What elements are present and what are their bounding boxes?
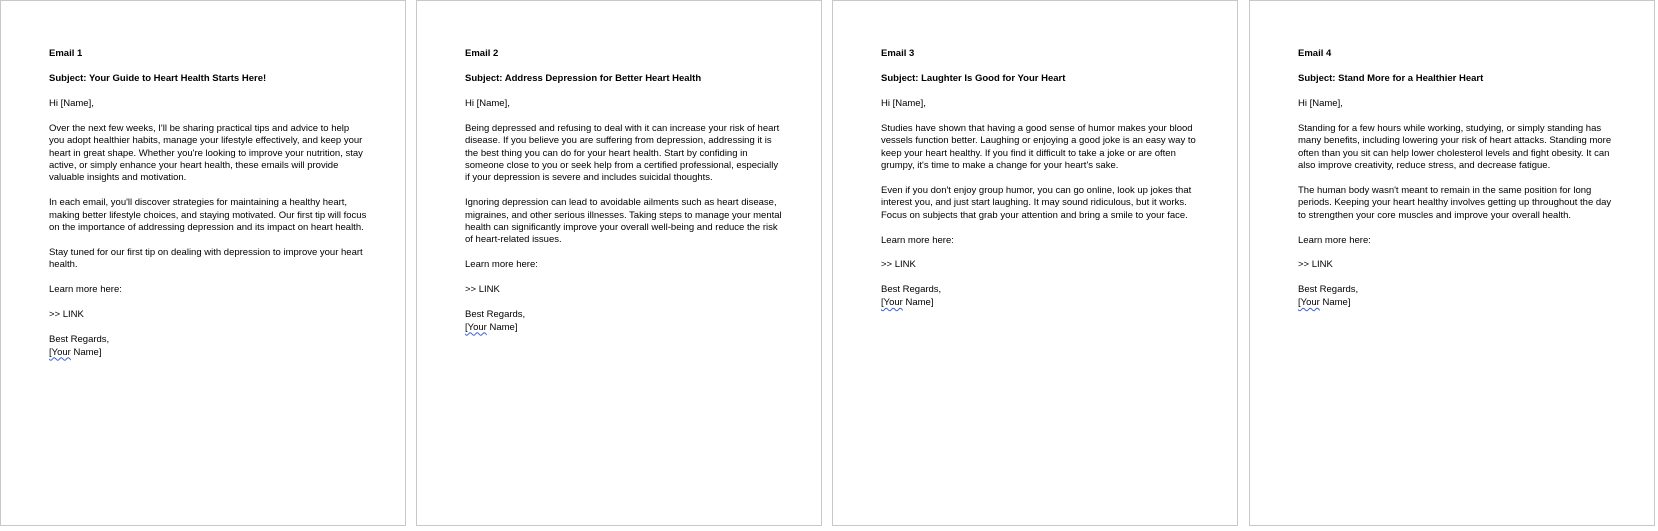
email-label: Email 4 <box>1298 48 1332 59</box>
spellcheck-flagged-word[interactable]: [Your <box>49 346 71 358</box>
spellcheck-flagged-word[interactable]: [Your <box>465 321 487 333</box>
email-closing: Best Regards, <box>49 334 110 346</box>
page-content <box>881 48 1199 309</box>
email-link[interactable]: >> LINK <box>1298 259 1333 271</box>
email-signature <box>1298 297 1616 309</box>
email-paragraph: Standing for a few hours while working, studying, or simply standing has many benefits, including lowering your risk of heart attacks. Standing more often than you sit can help lower cholesterol levels and fight obesity. It can also improve creativity, reduce stress, and decrease fatigue. <box>1298 122 1612 171</box>
email-signature <box>49 347 367 359</box>
email-link[interactable]: >> LINK <box>881 259 916 271</box>
email-closing: Best Regards, <box>465 309 526 321</box>
email-closing: Best Regards, <box>881 284 942 296</box>
document-page-3 <box>832 0 1238 526</box>
signature-rest: Name] <box>902 296 934 308</box>
signature-rest: Name] <box>70 346 102 358</box>
email-signature <box>881 297 1199 309</box>
email-subject: Subject: Laughter Is Good for Your Heart <box>881 73 1066 85</box>
email-closing: Best Regards, <box>1298 284 1359 296</box>
email-paragraph: Ignoring depression can lead to avoidable ailments such as heart disease, migraines, and other serious illnesses. Taking steps to manage your mental health can significantly improve your overall well-being and reduce the risk of heart-related issues. <box>465 197 782 246</box>
spellcheck-flagged-word[interactable]: [Your <box>881 296 903 308</box>
email-paragraph: The human body wasn't meant to remain in the same position for long periods. Keeping your heart healthy involves getting up throughout the day to strengthen your core muscles and improve your overall health. <box>1298 184 1612 221</box>
email-paragraph: Over the next few weeks, I'll be sharing practical tips and advice to help you adopt healthier habits, manage your lifestyle effectively, and keep your heart in great shape. Whether you're looking to improve your nutrition, stay active, or simply enhance your heart health, these emails will provide valuable insights and motivation. <box>49 122 363 184</box>
signature-rest: Name] <box>1319 296 1351 308</box>
document-page-2 <box>416 0 822 526</box>
email-paragraph: Studies have shown that having a good sense of humor makes your blood vessels function better. Laughing or enjoying a good joke is an easy way to keep your heart healthy. If you find it difficult to take a joke or are often grumpy, it's time to make a change for your heart's sake. <box>881 122 1196 171</box>
email-paragraph: Even if you don't enjoy group humor, you can go online, look up jokes that interest you, and just start laughing. It may sound ridiculous, but it works. Focus on subjects that grab your attention and bring a smile to your face. <box>881 184 1192 221</box>
email-paragraph: Being depressed and refusing to deal with it can increase your risk of heart disease. If you believe you are suffering from depression, addressing it is the best thing you can do for your heart health. Start by confiding in someone close to you or seek help from a certified professional, especially if your depression is severe and includes suicidal thoughts. <box>465 122 780 184</box>
email-link[interactable]: >> LINK <box>465 284 500 296</box>
document-page-4 <box>1249 0 1655 526</box>
email-paragraph: Stay tuned for our first tip on dealing with depression to improve your heart health. <box>49 246 363 271</box>
email-paragraph: In each email, you'll discover strategies for maintaining a healthy heart, making better lifestyle choices, and staying motivated. Our first tip will focus on the importance of addressing depression and its impact on heart health. <box>49 197 367 234</box>
page-content <box>465 48 783 334</box>
email-greeting: Hi [Name], <box>465 97 510 109</box>
email-subject: Subject: Your Guide to Heart Health Starts Here! <box>49 73 267 85</box>
signature-rest: Name] <box>486 321 518 333</box>
learn-more-text: Learn more here: <box>465 259 538 271</box>
email-subject: Subject: Address Depression for Better Heart Health <box>465 73 702 85</box>
email-subject: Subject: Stand More for a Healthier Heart <box>1298 73 1484 85</box>
email-label: Email 1 <box>49 48 83 59</box>
learn-more-text: Learn more here: <box>49 284 122 296</box>
spellcheck-flagged-word[interactable]: [Your <box>1298 296 1320 308</box>
email-label: Email 3 <box>881 48 915 59</box>
email-greeting: Hi [Name], <box>49 97 94 109</box>
email-greeting: Hi [Name], <box>1298 97 1343 109</box>
email-link[interactable]: >> LINK <box>49 309 84 321</box>
learn-more-text: Learn more here: <box>1298 234 1371 246</box>
page-content <box>49 48 367 359</box>
learn-more-text: Learn more here: <box>881 234 954 246</box>
email-signature <box>465 322 783 334</box>
page-content <box>1298 48 1616 309</box>
email-label: Email 2 <box>465 48 499 59</box>
email-greeting: Hi [Name], <box>881 97 926 109</box>
document-page-1 <box>0 0 406 526</box>
